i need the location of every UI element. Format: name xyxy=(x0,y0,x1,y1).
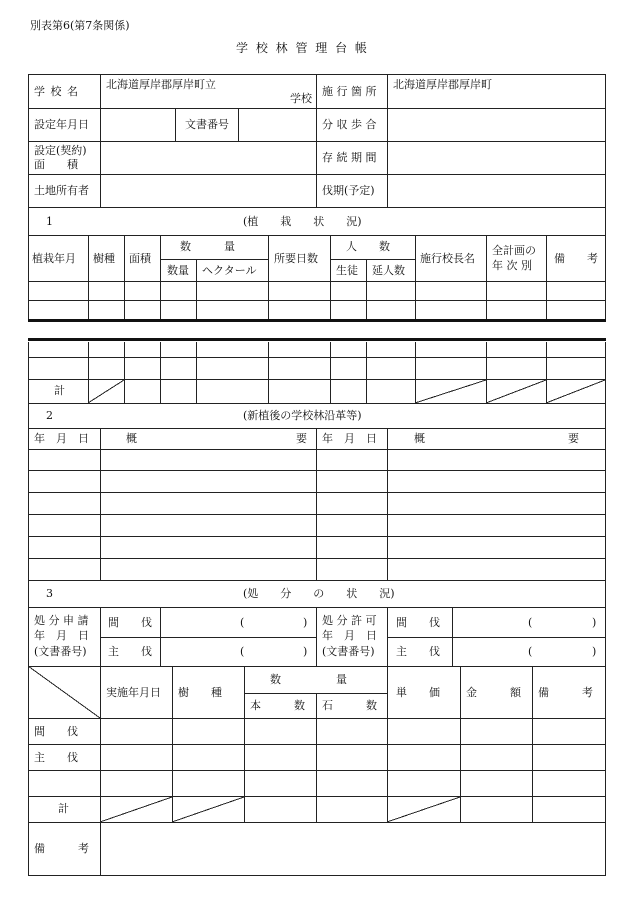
section-2-number: 2 xyxy=(46,409,53,422)
section-1-number: 1 xyxy=(46,215,53,228)
col-students: 生徒 xyxy=(336,264,358,277)
col-tree-count: 本 数 xyxy=(250,699,305,712)
school-suffix: 学校 xyxy=(290,92,312,105)
col-species: 樹種 xyxy=(93,252,115,265)
col-principal: 施行校長名 xyxy=(420,252,475,265)
land-owner-label: 土地所有者 xyxy=(34,184,89,197)
history-col-date-2: 年 月 日 xyxy=(322,432,377,445)
col-plan-2: 年 次 別 xyxy=(492,259,532,272)
section-1-title: (植 栽 状 況) xyxy=(243,215,362,228)
page-title: 学 校 林 管 理 台 帳 xyxy=(236,41,369,55)
share-ratio-label: 分 収 歩 合 xyxy=(322,118,377,131)
section-3-number: 3 xyxy=(46,587,53,600)
col-disposal-species: 樹 種 xyxy=(178,686,222,699)
col-unit-price: 単 価 xyxy=(396,686,440,699)
duration-label: 存 続 期 間 xyxy=(322,151,377,164)
apply-thinning-label: 間 伐 xyxy=(108,616,152,629)
site-label: 施 行 箇 所 xyxy=(322,85,377,98)
history-col-summary-end: 要 xyxy=(296,432,307,445)
remarks-label: 備 考 xyxy=(34,842,89,855)
planting-total-label: 計 xyxy=(54,384,65,397)
permit-label-3: (文書番号) xyxy=(322,645,375,658)
cutting-period-label: 伐期(予定) xyxy=(322,184,375,197)
col-note: 備 考 xyxy=(554,252,598,265)
row-main-cut: 主 伐 xyxy=(34,751,78,764)
disposal-total-label: 計 xyxy=(58,802,69,815)
permit-main-cut-label: 主 伐 xyxy=(396,645,440,658)
col-amount: 金 額 xyxy=(466,686,521,699)
form-reference: 別表第6(第7条関係) xyxy=(30,19,130,32)
col-people: 人 数 xyxy=(346,240,390,253)
col-plan-1: 全計画の xyxy=(492,244,536,257)
site-value: 北海道厚岸郡厚岸町 xyxy=(393,78,492,91)
doc-number-label: 文書番号 xyxy=(185,118,229,131)
area-label: 面 積 xyxy=(34,158,78,171)
school-name-value: 北海道厚岸郡厚岸町立 xyxy=(106,78,216,91)
history-col-date: 年 月 日 xyxy=(34,432,89,445)
section-3-title: (処 分 の 状 況) xyxy=(243,587,395,600)
school-name-label: 学 校 名 xyxy=(34,85,79,98)
col-quantity: 数 量 xyxy=(180,240,235,253)
col-required-days: 所要日数 xyxy=(274,252,318,265)
paren-close: ) xyxy=(592,645,597,658)
paren-open: ( xyxy=(528,616,533,629)
row-thinning: 間 伐 xyxy=(34,725,78,738)
col-planting-year: 植栽年月 xyxy=(32,252,76,265)
history-col-summary-2: 概 xyxy=(414,432,425,445)
set-date-label: 設定年月日 xyxy=(34,118,89,131)
col-area: 面積 xyxy=(129,252,151,265)
paren-open: ( xyxy=(528,645,533,658)
history-col-summary-end-2: 要 xyxy=(568,432,579,445)
apply-label-3: (文書番号) xyxy=(34,645,87,658)
paren-open: ( xyxy=(240,645,245,658)
col-execution-date: 実施年月日 xyxy=(106,686,161,699)
apply-label-2: 年 月 日 xyxy=(34,629,89,642)
col-total-people: 延人数 xyxy=(372,264,405,277)
contract-label: 設定(契約) xyxy=(34,144,87,157)
permit-label-2: 年 月 日 xyxy=(322,629,377,642)
col-disposal-quantity: 数 量 xyxy=(270,673,347,686)
history-col-summary: 概 xyxy=(126,432,137,445)
col-volume: 石 数 xyxy=(322,699,377,712)
paren-close: ) xyxy=(592,616,597,629)
col-disposal-note: 備 考 xyxy=(538,686,593,699)
apply-label-1: 処 分 申 請 xyxy=(34,614,89,627)
permit-thinning-label: 間 伐 xyxy=(396,616,440,629)
page-break-line xyxy=(28,338,606,341)
apply-main-cut-label: 主 伐 xyxy=(108,645,152,658)
paren-close: ) xyxy=(303,616,308,629)
paren-open: ( xyxy=(240,616,245,629)
col-quantity-count: 数量 xyxy=(167,264,189,277)
col-quantity-hectare: ヘクタール xyxy=(202,264,257,277)
page-break-line xyxy=(28,319,606,322)
paren-close: ) xyxy=(303,645,308,658)
permit-label-1: 処 分 許 可 xyxy=(322,614,377,627)
section-2-title: (新植後の学校林沿革等) xyxy=(243,409,362,422)
